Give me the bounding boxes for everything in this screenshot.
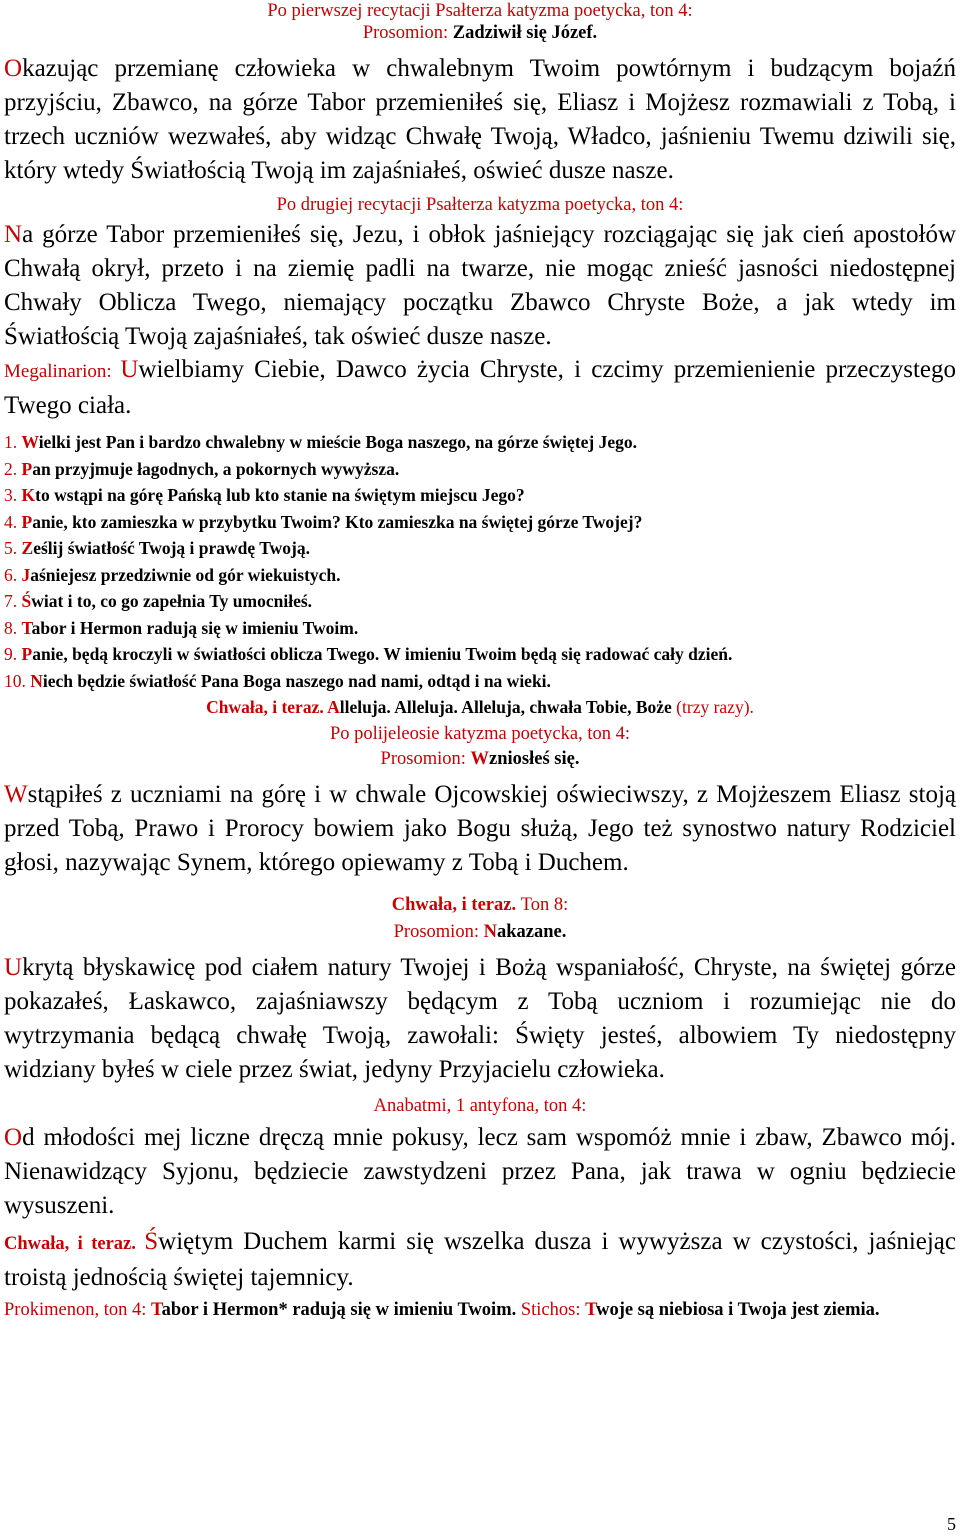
- megalinarion-label: Megalinarion:: [4, 361, 121, 382]
- verse-item: [4, 562, 956, 589]
- verse-number: 4.: [4, 511, 22, 532]
- verse-number: 7.: [4, 591, 22, 611]
- verse-text: wiat i to, co go zapełnia Ty umocniłeś.: [31, 591, 313, 611]
- verse-initial: J: [21, 564, 31, 585]
- hymn-initial: Ś: [144, 1227, 159, 1255]
- megalinarion-initial: U: [120, 356, 139, 383]
- hymn-initial: O: [4, 55, 23, 82]
- section-heading: [4, 894, 956, 916]
- verse-initial: T: [21, 617, 32, 638]
- prosomion-label: Prosomion:: [393, 921, 484, 942]
- verse-item: [4, 668, 956, 695]
- verse-item: [4, 482, 956, 509]
- verse-number: 3.: [4, 485, 22, 505]
- hymn-body: a górze Tabor przemieniłeś się, Jezu, i obłok jaśniejący rozciągając się jak cień apostołów Chwałą okrył, przeto i na ziemię padli na twarze, nie mogąc znieść jasności niedostępnej Chwały Oblicza Twego, niemający początku Zbawco Chryste Boże, a jak wtedy im Światłością Twoją zajaśniałeś, tak oświeć dusze nasze.: [4, 221, 956, 350]
- prosomion-initial: N: [483, 921, 497, 942]
- hymn-initial: N: [4, 221, 23, 248]
- verse-text: iech będzie światłość Pana Boga naszego nad nami, odtąd i na wieki.: [42, 670, 551, 691]
- prosomion-heading: [4, 921, 956, 943]
- hymn-text: [4, 218, 956, 354]
- verse-item: [4, 615, 956, 642]
- prosomion-initial: W: [470, 748, 489, 769]
- prokimenon: [4, 1297, 956, 1324]
- tone-label: Ton 8:: [520, 894, 569, 915]
- verse-text: aśniejesz przedziwnie od gór wiekuistych.: [30, 564, 341, 585]
- verse-number: 1.: [4, 432, 22, 452]
- verse-initial: P: [21, 511, 33, 532]
- prosomion-title: zniosłeś się.: [489, 748, 580, 769]
- prosomion-heading: [4, 22, 956, 44]
- megalinarion-body: wielbiamy Ciebie, Dawco życia Chryste, i czcimy przemienienie przeczystego Twego ciała.: [4, 356, 956, 419]
- stichos-text: woje są niebiosa i Twoja jest ziemia.: [596, 1299, 880, 1320]
- glory-label: Chwała, i teraz.: [391, 894, 521, 915]
- verse-number: 9.: [4, 644, 22, 664]
- glory-label: Chwała, i teraz.: [206, 697, 328, 717]
- section-heading: Po polijeleosie katyzma poetycka, ton 4:: [329, 723, 631, 744]
- verse-initial: W: [21, 432, 39, 452]
- hymn-text: [4, 951, 956, 1087]
- prosomion-label: Prosomion:: [362, 23, 453, 43]
- section-heading: Po pierwszej recytacji Psałterza katyzma poetycka, ton 4:: [267, 1, 693, 21]
- verse-text: abor i Hermon radują się w imieniu Twoim.: [31, 617, 359, 638]
- hymn-body: stąpiłeś z uczniami na górę i w chwale Ojcowskiej oświeciwszy, z Mojżeszem Eliasz stoją przed Tobą, Prawo i Prorocy bowiem jako Bogu służą, Jego też synostwo natury Rodziciel głosi, nazywając Synem, którego opiewamy z Tobą i Duchem.: [4, 780, 956, 876]
- hymn-text: [4, 52, 956, 188]
- prokimenon-initial: T: [150, 1299, 162, 1320]
- verse-text: anie, będą kroczyli w światłości oblicza Twego. W imieniu Twoim będą się radować cały dzień.: [32, 644, 733, 664]
- hymn-initial: U: [4, 953, 23, 981]
- verse-item: [4, 509, 956, 536]
- verse-number: 6.: [4, 564, 22, 585]
- verse-item: [4, 456, 956, 483]
- verse-text: ielki jest Pan i bardzo chwalebny w mieście Boga naszego, na górze świętej Jego.: [38, 432, 638, 452]
- verse-item: [4, 641, 956, 668]
- hymn-text: [4, 1121, 956, 1223]
- megalinarion: [4, 353, 956, 423]
- alleluia-text: lleluja. Alleluja. Alleluja, chwała Tobie, Boże: [339, 697, 677, 717]
- hymn-initial: O: [4, 1123, 23, 1151]
- alleluia-initial: A: [327, 697, 340, 717]
- hymn-body: więtym Duchem karmi się wszelka dusza i wywyższa w czystości, jaśniejąc troistą jednością świętej tajemnicy.: [4, 1227, 956, 1291]
- verse-initial: P: [21, 644, 33, 664]
- verse-number: 5.: [4, 538, 22, 558]
- verse-initial: Ś: [21, 591, 32, 611]
- verse-text: an przyjmuje łagodnych, a pokornych wywyższa.: [32, 458, 400, 479]
- stichos-label: Stichos:: [520, 1299, 586, 1320]
- glory-alleluia: [4, 694, 956, 721]
- verse-number: 10.: [4, 670, 31, 691]
- prosomion-heading: [4, 748, 956, 770]
- section-heading: Po drugiej recytacji Psałterza katyzma poetycka, ton 4:: [276, 195, 684, 215]
- verse-text: to wstąpi na górę Pańską lub kto stanie na świętym miejscu Jego?: [35, 485, 525, 505]
- verse-initial: Z: [21, 538, 34, 558]
- verse-initial: P: [21, 458, 33, 479]
- verse-list: [4, 429, 956, 721]
- prosomion-title: akazane.: [496, 921, 567, 942]
- hymn-body: krytą błyskawicę pod ciałem natury Twojej i Bożą wspaniałość, Chryste, na świętej górze pokazałeś, Łaskawco, zajaśniawszy będącym z Tobą uczniom i rozumiejąc nie do wytrzymania będącą chwałę Twoją, zawołali: Święty jesteś, albowiem Ty niedostępny widziany byłeś w ciele przez świat, jedyny Przyjacielu człowieka.: [4, 953, 956, 1083]
- document-page: [4, 0, 956, 1324]
- verse-initial: K: [21, 485, 36, 505]
- verse-text: eślij światłość Twoją i prawdę Twoją.: [33, 538, 310, 558]
- prokimenon-label: Prokimenon, ton 4:: [4, 1299, 151, 1320]
- verse-number: 8.: [4, 617, 22, 638]
- verse-item: [4, 588, 956, 615]
- verse-item: [4, 429, 956, 456]
- page-number: 5: [947, 1514, 956, 1534]
- verse-text: anie, kto zamieszka w przybytku Twoim? Kto zamieszka na świętej górze Twojej?: [32, 511, 643, 532]
- repeat-note: (trzy razy).: [676, 697, 754, 717]
- prokimenon-text: abor i Hermon* radują się w imieniu Twoim.: [161, 1299, 521, 1320]
- verse-initial: N: [30, 670, 43, 691]
- glory-label: Chwała, i teraz.: [4, 1233, 145, 1254]
- section-heading: Anabatmi, 1 antyfona, ton 4:: [373, 1095, 587, 1116]
- stichos-initial: T: [585, 1299, 597, 1320]
- prosomion-label: Prosomion:: [380, 748, 471, 769]
- verse-item: [4, 535, 956, 562]
- hymn-initial: W: [4, 780, 28, 808]
- hymn-body: d młodości mej liczne dręczą mnie pokusy, lecz sam wspomóż mnie i zbaw, Zbawco mój. Nienawidzący Syjonu, będziecie zawstydzeni przez Pana, jak trawa w ogniu będziecie wysuszeni.: [4, 1123, 956, 1219]
- hymn-body: kazując przemianę człowieka w chwalebnym Twoim powtórnym i budzącym bojaźń przyjściu, Zbawco, na górze Tabor przemieniłeś się, Eliasz i Mojżesz rozmawiali z Tobą, i trzech uczniów wezwałeś, aby widząc Chwałę Twoją, Władco, jaśnieniu Twemu dziwili się, który wtedy Światłością Twoją im zajaśniałeś, oświeć dusze nasze.: [4, 55, 956, 184]
- verse-number: 2.: [4, 458, 22, 479]
- glory-hymn: [4, 1225, 956, 1295]
- hymn-text: [4, 778, 956, 880]
- prosomion-title: Zadziwił się Józef.: [452, 23, 598, 43]
